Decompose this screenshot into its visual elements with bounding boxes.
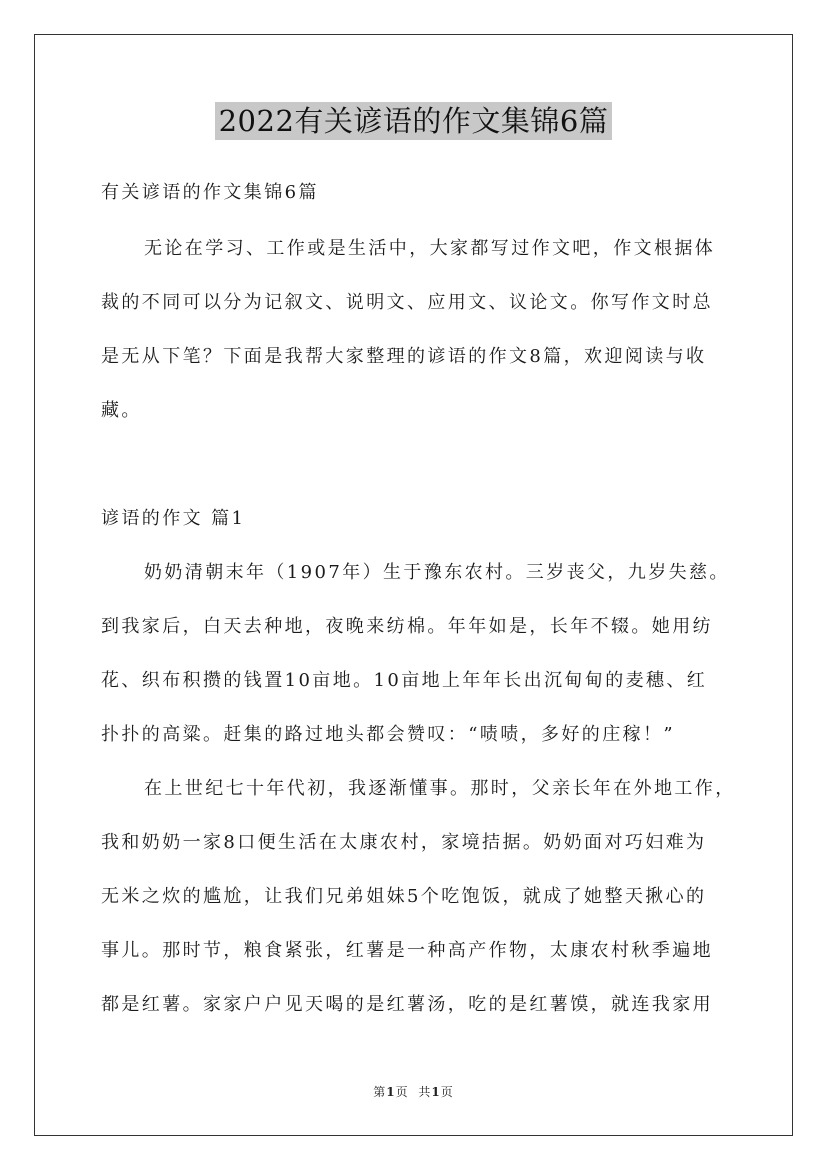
subtitle: 有关谚语的作文集锦6篇 xyxy=(101,182,319,203)
paragraph-line: 在上世纪七十年代初，我逐渐懂事。那时，父亲长年在外地工作， xyxy=(144,778,736,799)
page-footer xyxy=(0,1083,827,1100)
page-number: 1 xyxy=(386,1085,396,1099)
total-suffix: 页 xyxy=(440,1085,454,1099)
page-prefix: 第 xyxy=(373,1085,387,1099)
paragraph-line: 花、织布积攒的钱置10亩地。10亩地上年年长出沉甸甸的麦穗、红 xyxy=(101,670,708,691)
page-suffix: 页 xyxy=(395,1085,409,1099)
paragraph-line: 事儿。那时节，粮食紧张，红薯是一种高产作物，太康农村秋季遍地 xyxy=(101,940,713,961)
intro-line: 无论在学习、工作或是生活中，大家都写过作文吧，作文根据体 xyxy=(144,238,716,259)
paragraph-line: 扑扑的高粱。赶集的路过地头都会赞叹：“啧啧，多好的庄稼！” xyxy=(101,724,676,745)
document-title: 2022有关谚语的作文集锦6篇 xyxy=(215,102,613,140)
section-heading: 谚语的作文 篇1 xyxy=(101,508,246,529)
paragraph-line: 都是红薯。家家户户见天喝的是红薯汤，吃的是红薯馍，就连我家用 xyxy=(101,994,713,1015)
title-container xyxy=(0,102,827,140)
intro-line: 是无从下笔？下面是我帮大家整理的谚语的作文8篇，欢迎阅读与收 xyxy=(101,346,707,367)
paragraph-line: 我和奶奶一家8口便生活在太康农村，家境拮据。奶奶面对巧妇难为 xyxy=(101,832,707,853)
paragraph-line: 无米之炊的尴尬，让我们兄弟姐妹5个吃饱饭，就成了她整天揪心的 xyxy=(101,886,707,907)
total-pages: 1 xyxy=(431,1085,441,1099)
intro-line: 藏。 xyxy=(101,400,142,421)
total-prefix: 共 xyxy=(418,1085,432,1099)
paragraph-line: 奶奶清朝末年（1907年）生于豫东农村。三岁丧父，九岁失慈。 xyxy=(144,562,730,583)
paragraph-line: 到我家后，白天去种地，夜晚来纺棉。年年如是，长年不辍。她用纺 xyxy=(101,616,713,637)
intro-line: 裁的不同可以分为记叙文、说明文、应用文、议论文。你写作文时总 xyxy=(101,292,713,313)
